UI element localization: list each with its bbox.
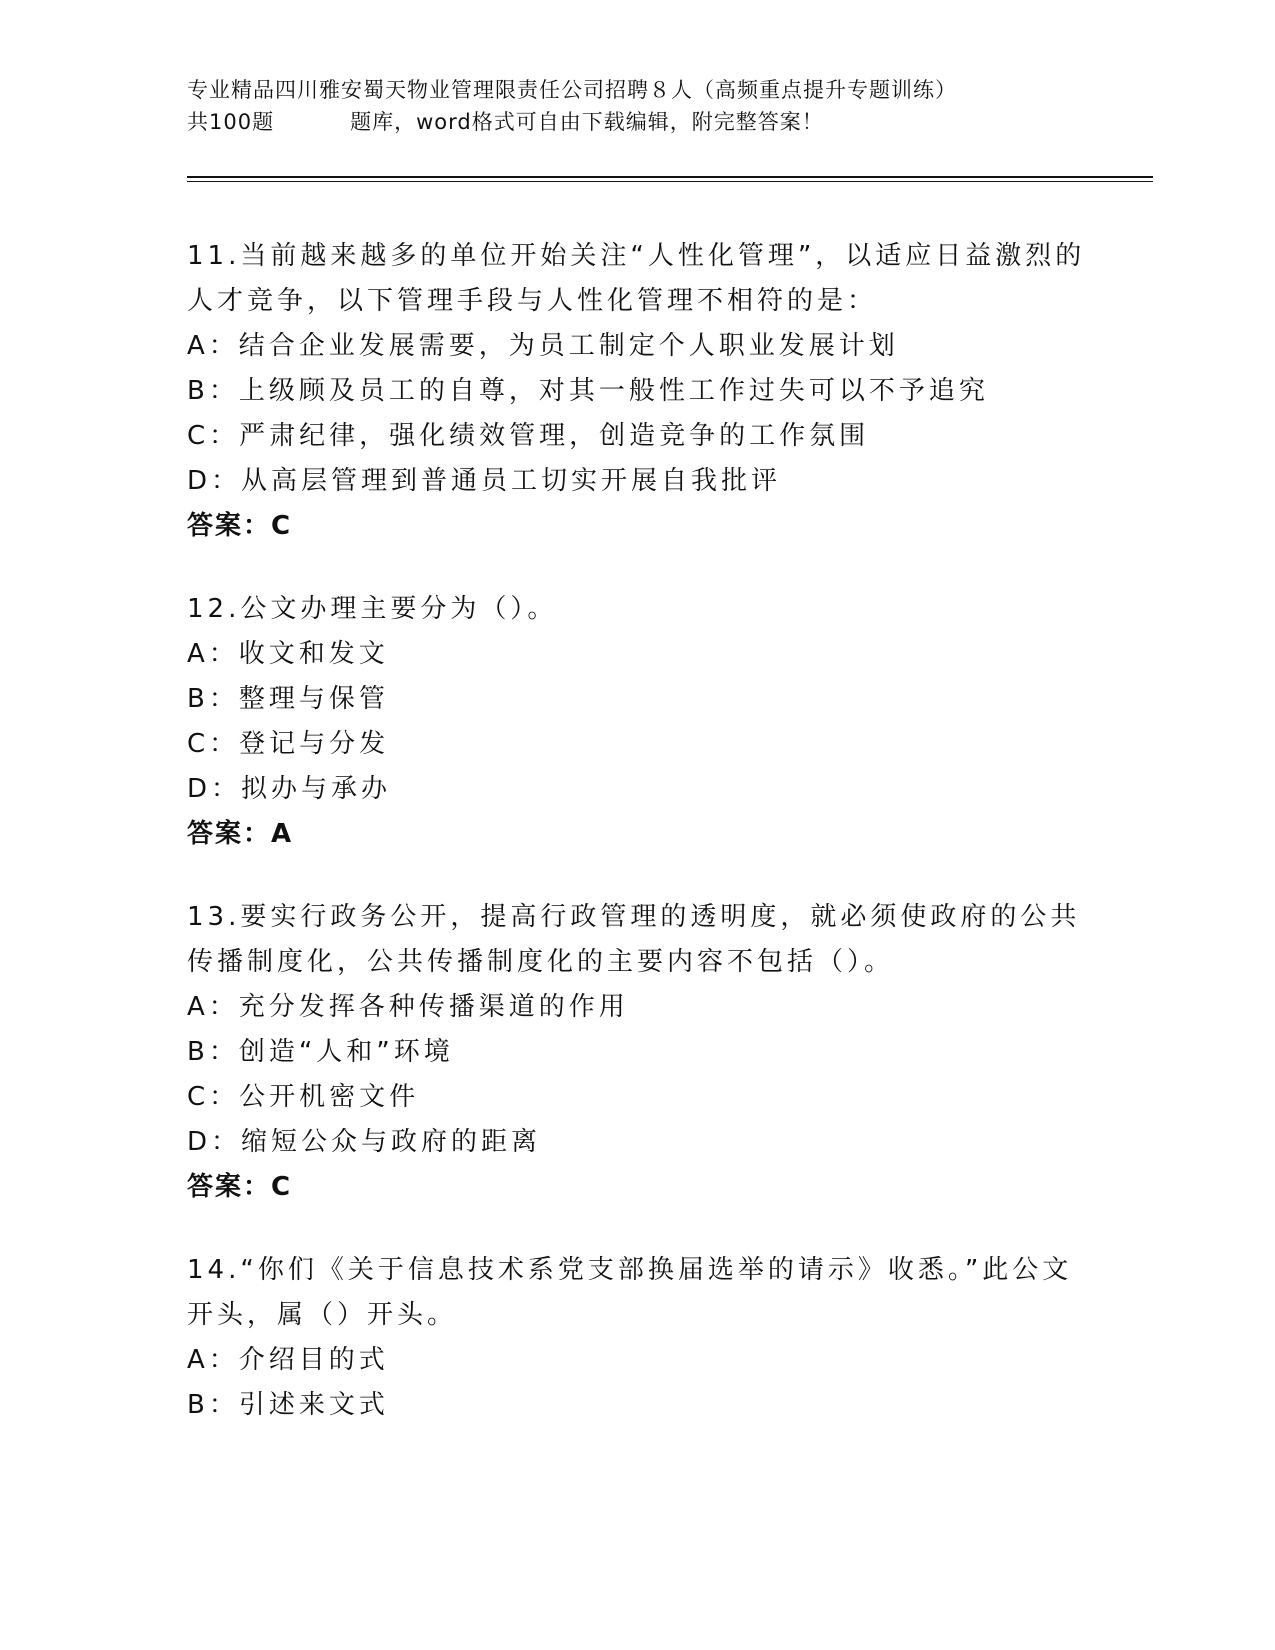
option-b: B：创造“人和”环境 — [187, 1037, 454, 1067]
option-a: A：介绍目的式 — [187, 1345, 389, 1375]
option-b: B：上级顾及员工的自尊，对其一般性工作过失可以不予追究 — [187, 376, 989, 406]
option-d: D：从高层管理到普通员工切实开展自我批评 — [187, 466, 782, 496]
answer: 答案：C — [187, 1172, 293, 1202]
question-14 — [187, 1248, 1087, 1428]
question-stem: 11.当前越来越多的单位开始关注“人性化管理”，以适应日益激烈的人才竞争，以下管理手段与人性化管理不相符的是： — [187, 241, 1086, 316]
option-d: D：缩短公众与政府的距离 — [187, 1127, 542, 1157]
option-a: A：收文和发文 — [187, 639, 389, 669]
question-13 — [187, 895, 1087, 1210]
answer: 答案：C — [187, 511, 293, 541]
header-description: 题库，word格式可自由下载编辑，附完整答案！ — [350, 110, 824, 134]
question-stem: 12.公文办理主要分为（）。 — [187, 594, 558, 624]
document-header — [187, 74, 1087, 138]
header-subtitle — [187, 106, 1087, 138]
header-rule-thick — [187, 176, 1153, 178]
question-list — [187, 234, 1087, 1428]
option-b: B：整理与保管 — [187, 684, 389, 714]
option-b: B：引述来文式 — [187, 1390, 389, 1420]
question-stem: 13.要实行政务公开，提高行政管理的透明度，就必须使政府的公共传播制度化，公共传播制度化的主要内容不包括（）。 — [187, 902, 1081, 977]
question-count: 共100题 — [187, 110, 275, 134]
option-a: A：结合企业发展需要，为员工制定个人职业发展计划 — [187, 331, 899, 361]
question-12 — [187, 587, 1087, 857]
header-title: 专业精品四川雅安蜀天物业管理限责任公司招聘８人（高频重点提升专题训练） — [187, 78, 957, 102]
question-11 — [187, 234, 1087, 549]
option-a: A：充分发挥各种传播渠道的作用 — [187, 992, 629, 1022]
answer: 答案：A — [187, 819, 294, 849]
header-rule-thin — [187, 181, 1153, 182]
option-d: D：拟办与承办 — [187, 774, 392, 804]
option-c: C：公开机密文件 — [187, 1082, 420, 1112]
option-c: C：登记与分发 — [187, 729, 390, 759]
option-c: C：严肃纪律，强化绩效管理，创造竞争的工作氛围 — [187, 421, 870, 451]
question-stem: 14.“你们《关于信息技术系党支部换届选举的请示》收悉。”此公文开头，属（）开头。 — [187, 1255, 1073, 1330]
